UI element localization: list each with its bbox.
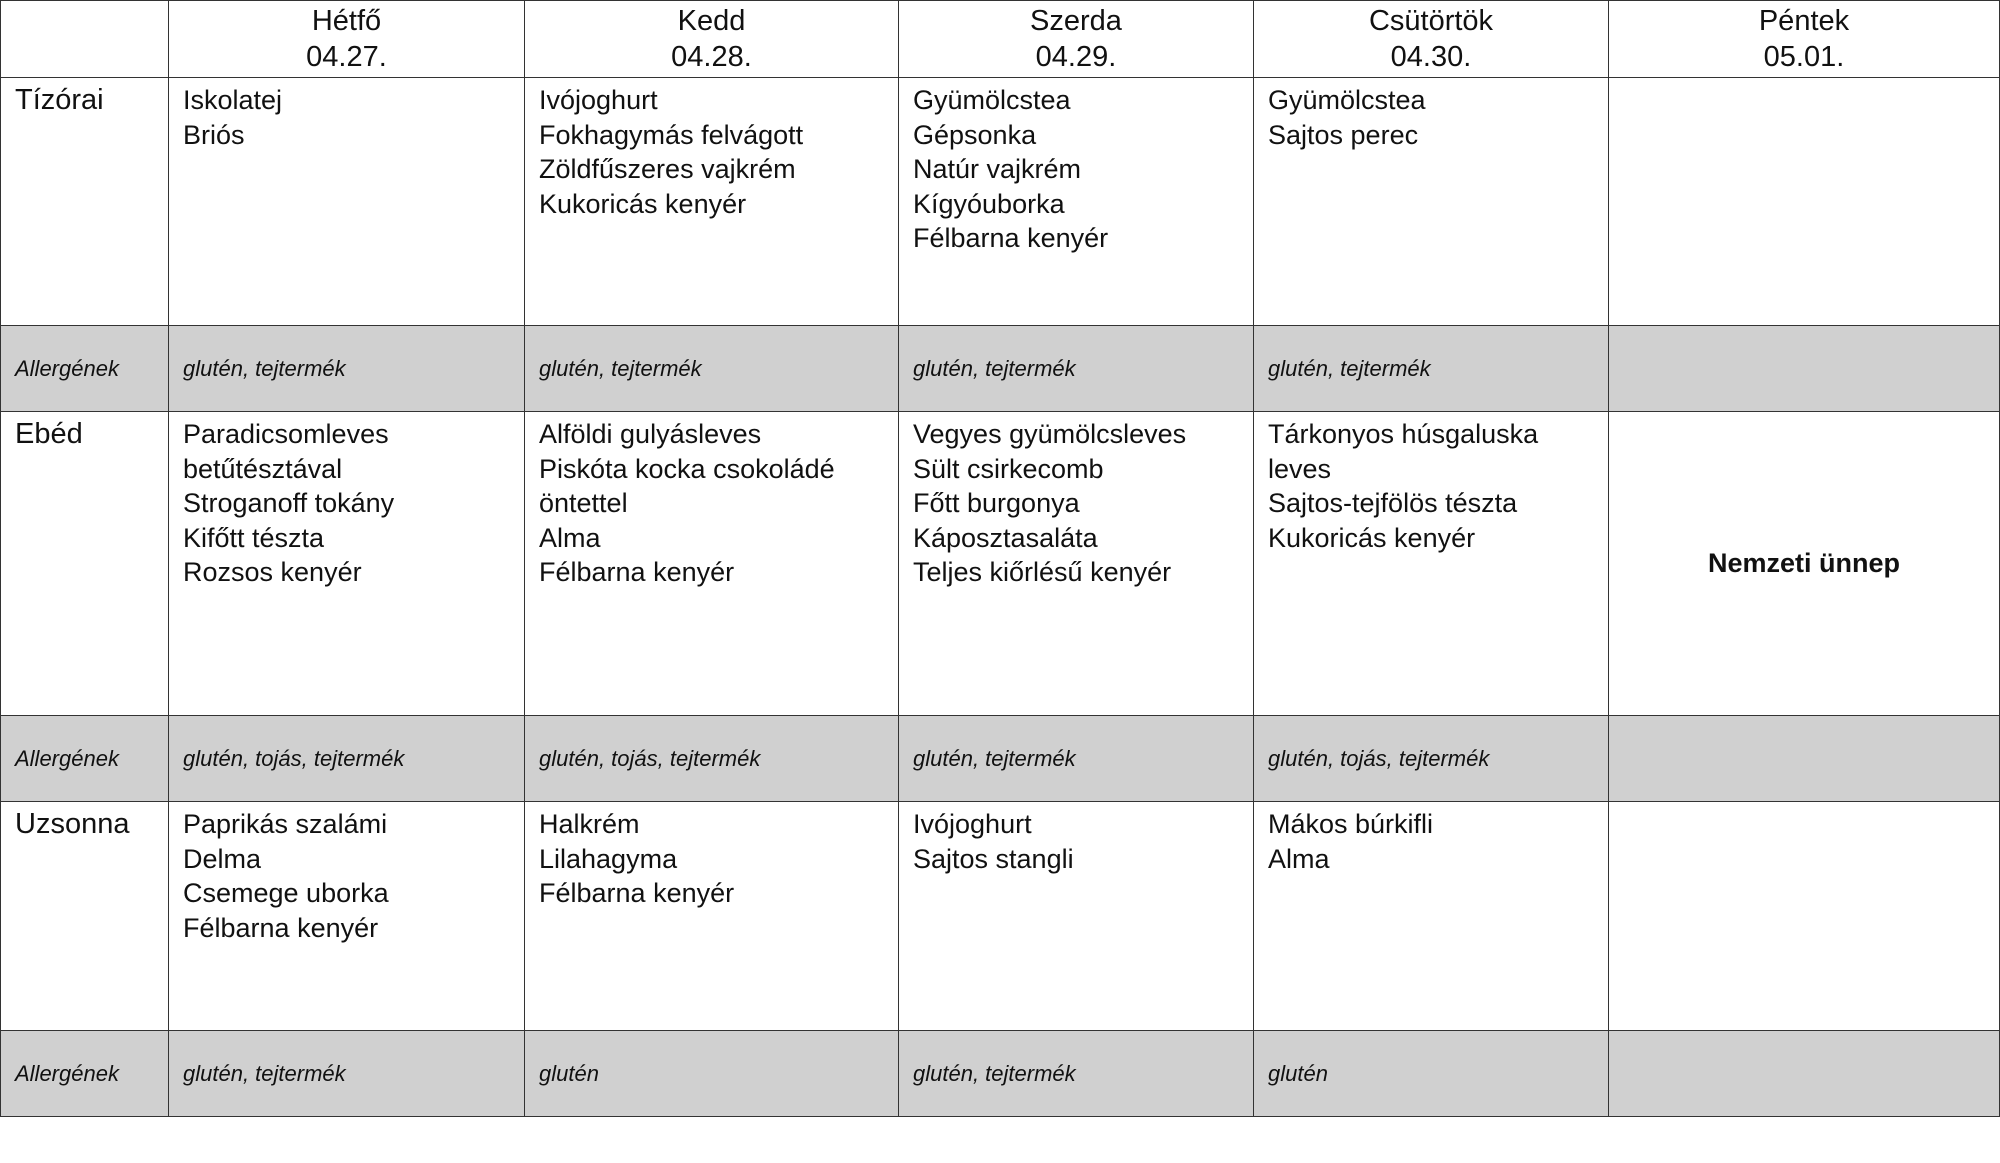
meal-item: Csemege uborka [183,878,389,908]
allergen-cell: glutén [525,1031,899,1117]
meal-cell [899,802,1254,1031]
meal-item: Félbarna kenyér [539,878,735,908]
meal-item: Kifőtt tészta [183,522,325,553]
meal-item: öntettel [539,488,628,518]
meal-item: Kukoricás kenyér [1268,522,1476,553]
meal-item: Halkrém [539,809,640,839]
allergen-cell: glutén, tojás, tejtermék [169,716,525,802]
allergen-cell: glutén, tejtermék [169,1031,525,1117]
meal-item: Iskolatej [183,85,283,115]
meal-cell [525,412,899,716]
meal-item: Sajtos perec [1268,119,1419,150]
meal-cell [1254,802,1609,1031]
meal-cell [525,78,899,326]
allergen-cell: glutén [1254,1031,1609,1117]
meal-item: Félbarna kenyér [913,223,1109,253]
meal-row-uzsonna [1,802,2000,1031]
meal-label: Tízórai [1,78,169,326]
meal-item: Paradicsomleves [183,419,389,449]
corner-cell [1,1,169,78]
meal-item: Tárkonyos húsgaluska [1268,419,1539,449]
meal-item: Gyümölcstea [913,85,1071,115]
meal-item: Sült csirkecomb [913,453,1104,484]
meal-item: Delma [183,843,262,874]
meal-item: Ivójoghurt [913,809,1032,839]
day-name: Kedd [677,5,746,37]
header-row [1,1,2000,78]
meal-label: Uzsonna [1,802,169,1031]
meal-item: Natúr vajkrém [913,154,1082,184]
meal-item: Rozsos kenyér [183,557,362,587]
meal-item: Főtt burgonya [913,488,1080,518]
allergen-cell [1609,716,2000,802]
meal-row-ebed [1,412,2000,716]
meal-item: Stroganoff tokány [183,488,395,518]
meal-cell [1254,78,1609,326]
day-name: Szerda [1030,5,1122,37]
meal-item: Mákos búrkifli [1268,809,1434,839]
meal-cell [899,412,1254,716]
day-name: Hétfő [311,5,382,37]
day-date: 04.28. [671,41,752,73]
meal-row-tizorai [1,78,2000,326]
meal-item: leves [1268,453,1332,484]
meal-item: Gépsonka [913,119,1037,150]
allergen-row [1,716,2000,802]
meal-item: Alma [1268,843,1330,874]
meal-item: Vegyes gyümölcsleves [913,419,1187,449]
meal-item: Félbarna kenyér [539,557,735,587]
meal-item: Piskóta kocka csokoládé [539,453,835,484]
meal-item: Félbarna kenyér [183,912,379,943]
meal-label: Ebéd [1,412,169,716]
day-header-wednesday [899,1,1254,78]
day-name: Csütörtök [1368,5,1494,37]
meal-cell [899,78,1254,326]
meal-item: Briós [183,119,245,150]
allergen-cell: glutén, tejtermék [899,716,1254,802]
meal-item: Sajtos-tejfölös tészta [1268,488,1518,518]
allergen-cell: glutén, tejtermék [169,326,525,412]
day-header-friday [1609,1,2000,78]
meal-item: Sajtos stangli [913,843,1074,874]
day-header-thursday [1254,1,1609,78]
meal-cell-empty [1609,78,2000,326]
allergen-cell: glutén, tejtermék [899,1031,1254,1117]
meal-item: Ivójoghurt [539,85,658,115]
meal-item: Alföldi gulyásleves [539,419,762,449]
meal-item: Kígyóuborka [913,188,1065,219]
allergen-cell: glutén, tejtermék [899,326,1254,412]
allergen-label: Allergének [1,1031,169,1117]
meal-cell [1254,412,1609,716]
allergen-label: Allergének [1,326,169,412]
day-date: 04.27. [306,41,387,73]
allergen-cell [1609,326,2000,412]
meal-cell [525,802,899,1031]
day-date: 05.01. [1763,41,1845,73]
allergen-label: Allergének [1,716,169,802]
day-date: 04.30. [1390,41,1472,73]
meal-item: betűtésztával [183,453,343,484]
meal-cell [169,78,525,326]
day-date: 04.29. [1035,41,1117,73]
allergen-row [1,1031,2000,1117]
meal-item: Gyümölcstea [1268,85,1426,115]
meal-cell-empty [1609,802,2000,1031]
meal-cell [169,802,525,1031]
meal-item: Teljes kiőrlésű kenyér [913,557,1172,587]
meal-item: Alma [539,522,601,553]
holiday-notice: Nemzeti ünnep [1609,412,2000,716]
day-header-monday [169,1,525,78]
meal-item: Fokhagymás felvágott [539,119,804,150]
day-name: Péntek [1758,5,1850,37]
allergen-cell: glutén, tejtermék [1254,326,1609,412]
allergen-cell: glutén, tojás, tejtermék [525,716,899,802]
allergen-cell [1609,1031,2000,1117]
meal-cell [169,412,525,716]
meal-item: Kukoricás kenyér [539,188,747,219]
meal-item: Káposztasaláta [913,522,1098,553]
meal-item: Zöldfűszeres vajkrém [539,154,796,184]
allergen-cell: glutén, tejtermék [525,326,899,412]
allergen-row [1,326,2000,412]
meal-item: Paprikás szalámi [183,809,388,839]
allergen-cell: glutén, tojás, tejtermék [1254,716,1609,802]
meal-item: Lilahagyma [539,843,678,874]
day-header-tuesday [525,1,899,78]
